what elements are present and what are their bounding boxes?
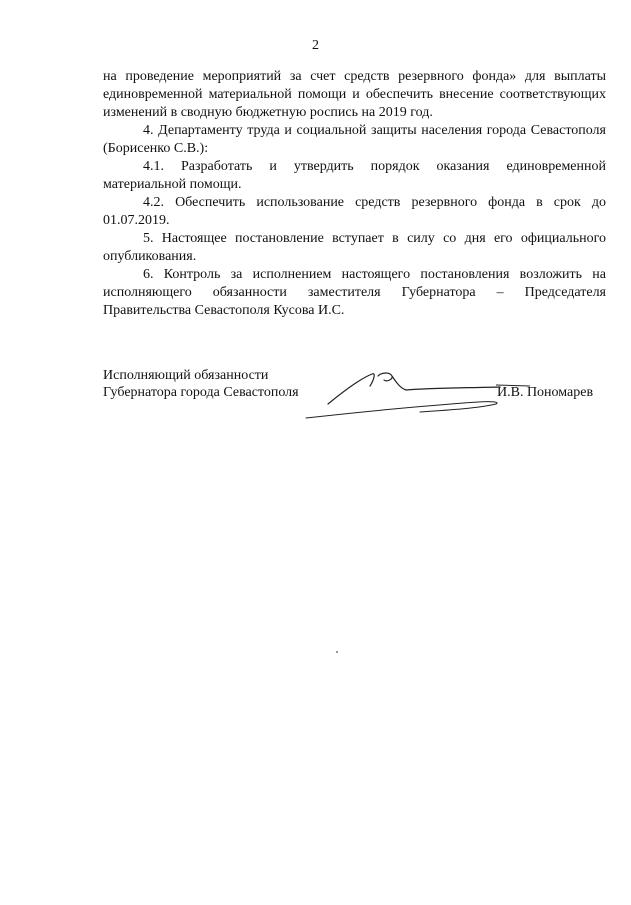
paragraph-item-6: 6. Контроль за исполнением настоящего постановления возложить на исполняющего обязанности заместителя Губернатора – Председателя Правительства Севастополя Кусова И.С.: [103, 267, 606, 318]
document-body: [103, 68, 606, 320]
scan-speck: [336, 651, 338, 653]
paragraph-item-4-1: 4.1. Разработать и утвердить порядок оказания единовременной материальной помощи.: [103, 159, 606, 192]
paragraph-item-4-2: 4.2. Обеспечить использование средств резервного фонда в срок до 01.07.2019.: [103, 195, 606, 228]
handwritten-signature: [300, 360, 530, 430]
page-number: 2: [312, 38, 319, 53]
signatory-name: И.В. Пономарев: [497, 385, 594, 400]
signatory-title: [103, 367, 299, 401]
signatory-title-line1: Исполняющий обязанности: [103, 368, 269, 383]
paragraph-continuation: на проведение мероприятий за счет средств резервного фонда» для выплаты единовременной материальной помощи и обеспечить внесение соответствующих изменений в сводную бюджетную роспись на 2019 год.: [103, 69, 606, 120]
paragraph-item-4: 4. Департаменту труда и социальной защиты населения города Севастополя (Борисенко С.В.):: [103, 123, 606, 156]
signatory-title-line2: Губернатора города Севастополя: [103, 385, 299, 400]
paragraph-item-5: 5. Настоящее постановление вступает в силу со дня его официального опубликования.: [103, 231, 606, 264]
